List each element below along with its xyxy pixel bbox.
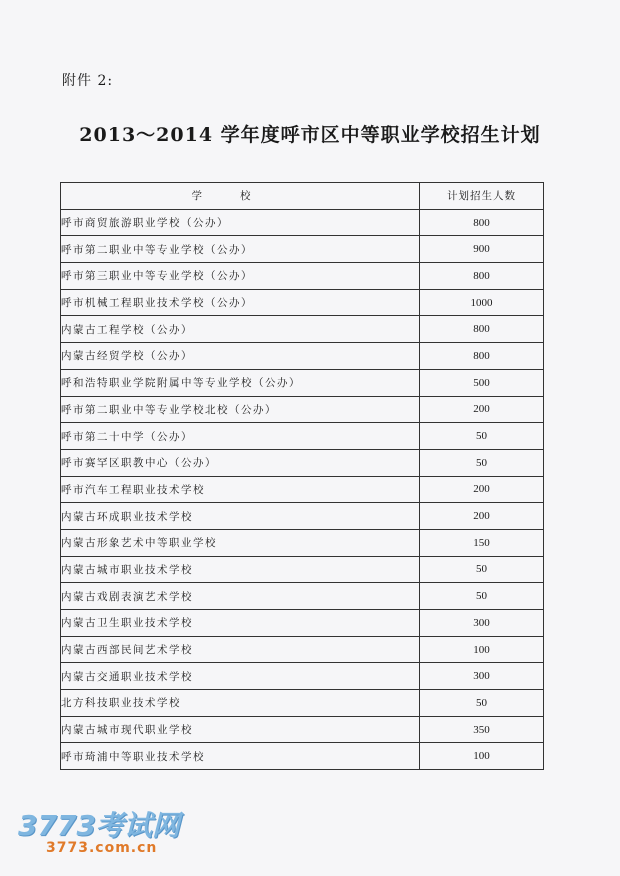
school-name-cell: 呼市第二职业中等专业学校北校（公办） [61, 396, 420, 423]
attachment-label: 附件 2: [62, 73, 114, 89]
school-name-cell: 呼市赛罕区职教中心（公办） [61, 449, 420, 476]
enrollment-plan-table [60, 182, 544, 770]
column-header-count: 计划招生人数 [420, 183, 544, 210]
table-row [61, 289, 544, 316]
school-name-cell: 内蒙古交通职业技术学校 [61, 663, 420, 690]
table-row [61, 396, 544, 423]
table-row [61, 743, 544, 770]
watermark-logo-text: 3773考试网 [18, 809, 180, 842]
enrollment-count-cell: 200 [420, 396, 544, 423]
table-row [61, 423, 544, 450]
school-name-cell: 内蒙古西部民间艺术学校 [61, 636, 420, 663]
school-name-cell: 内蒙古城市现代职业学校 [61, 716, 420, 743]
table-row [61, 449, 544, 476]
school-name-cell: 北方科技职业技术学校 [61, 690, 420, 717]
table-row [61, 716, 544, 743]
enrollment-count-cell: 50 [420, 423, 544, 450]
table-row [61, 503, 544, 530]
table-row [61, 610, 544, 637]
school-name-cell: 内蒙古卫生职业技术学校 [61, 610, 420, 637]
enrollment-count-cell: 100 [420, 743, 544, 770]
school-name-cell: 内蒙古城市职业技术学校 [61, 556, 420, 583]
school-name-cell: 内蒙古经贸学校（公办） [61, 343, 420, 370]
enrollment-count-cell: 800 [420, 263, 544, 290]
enrollment-count-cell: 300 [420, 663, 544, 690]
enrollment-count-cell: 100 [420, 636, 544, 663]
enrollment-count-cell: 50 [420, 449, 544, 476]
table-row [61, 476, 544, 503]
table-row [61, 556, 544, 583]
school-name-cell: 呼市商贸旅游职业学校（公办） [61, 209, 420, 236]
enrollment-count-cell: 800 [420, 343, 544, 370]
enrollment-count-cell: 500 [420, 369, 544, 396]
table-row [61, 316, 544, 343]
enrollment-count-cell: 50 [420, 556, 544, 583]
enrollment-count-cell: 300 [420, 610, 544, 637]
table-row [61, 263, 544, 290]
enrollment-count-cell: 350 [420, 716, 544, 743]
table-row [61, 690, 544, 717]
enrollment-count-cell: 800 [420, 209, 544, 236]
watermark-url: 3773.com.cn [46, 840, 158, 856]
school-name-cell: 呼市机械工程职业技术学校（公办） [61, 289, 420, 316]
enrollment-count-cell: 50 [420, 583, 544, 610]
enrollment-count-cell: 1000 [420, 289, 544, 316]
page-title: 2013～2014 学年度呼市区中等职业学校招生计划 [79, 124, 541, 146]
enrollment-count-cell: 150 [420, 529, 544, 556]
enrollment-count-cell: 200 [420, 476, 544, 503]
enrollment-count-cell: 900 [420, 236, 544, 263]
table-row [61, 529, 544, 556]
table-row [61, 343, 544, 370]
school-name-cell: 内蒙古戏剧表演艺术学校 [61, 583, 420, 610]
school-name-cell: 呼市汽车工程职业技术学校 [61, 476, 420, 503]
table-row [61, 209, 544, 236]
school-name-cell: 呼和浩特职业学院附属中等专业学校（公办） [61, 369, 420, 396]
table-header-row [61, 183, 544, 210]
table-row [61, 636, 544, 663]
table-row [61, 583, 544, 610]
school-name-cell: 呼市第二职业中等专业学校（公办） [61, 236, 420, 263]
school-name-cell: 呼市第二十中学（公办） [61, 423, 420, 450]
school-name-cell: 内蒙古工程学校（公办） [61, 316, 420, 343]
table-row [61, 369, 544, 396]
enrollment-count-cell: 50 [420, 690, 544, 717]
enrollment-count-cell: 800 [420, 316, 544, 343]
enrollment-count-cell: 200 [420, 503, 544, 530]
school-name-cell: 内蒙古环成职业技术学校 [61, 503, 420, 530]
school-name-cell: 内蒙古形象艺术中等职业学校 [61, 529, 420, 556]
school-name-cell: 呼市琦浦中等职业技术学校 [61, 743, 420, 770]
table-row [61, 236, 544, 263]
column-header-school: 学校 [61, 183, 420, 210]
site-watermark [18, 809, 180, 856]
school-name-cell: 呼市第三职业中等专业学校（公办） [61, 263, 420, 290]
table-row [61, 663, 544, 690]
table-body [61, 209, 544, 769]
